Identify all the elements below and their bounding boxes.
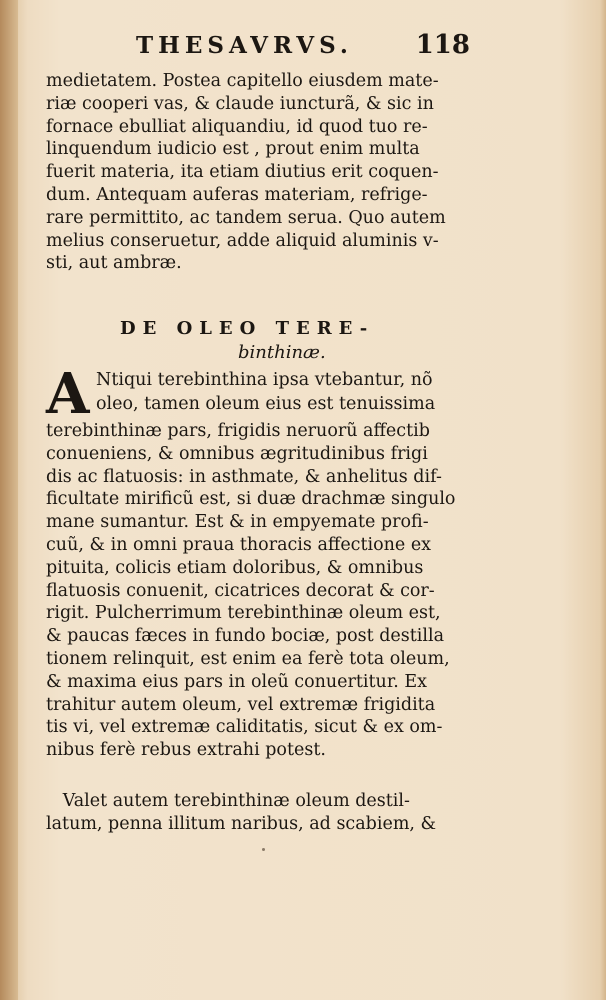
paragraph-1 bbox=[46, 70, 466, 275]
binding-gutter bbox=[0, 0, 18, 1000]
page-header bbox=[120, 32, 470, 66]
text-line: Valet autem terebinthinæ oleum destil- bbox=[46, 791, 410, 811]
text-line: trahitur autem oleum, vel extremæ frigidita bbox=[46, 694, 436, 715]
paragraph-2 bbox=[46, 420, 466, 762]
text-line: tionem relinquit, est enim ea ferè tota oleum, bbox=[46, 648, 450, 669]
text-line: & maxima eius pars in oleũ conuertitur. Ex bbox=[46, 671, 428, 692]
text-line: fuerit materia, ita etiam diutius erit coquen- bbox=[46, 162, 439, 183]
text-line: linquendum iudicio est , prout enim multa bbox=[46, 139, 420, 160]
text-line: medietatem. Postea capitello eiusdem mate- bbox=[46, 71, 439, 91]
text-line: rigit. Pulcherrimum terebinthinæ oleum est, bbox=[46, 603, 441, 624]
text-line: dis ac flatuosis: in asthmate, & anhelitus dif- bbox=[46, 466, 442, 487]
paper-speck bbox=[262, 848, 265, 851]
text-line: tis vi, vel extremæ caliditatis, sicut & ex om- bbox=[46, 717, 443, 738]
text-line: nibus ferè rebus extrahi potest. bbox=[46, 740, 326, 761]
text-line: riæ cooperi vas, & claude iuncturã, & sic in bbox=[46, 93, 434, 114]
section-heading: DE OLEO TERE- bbox=[120, 318, 375, 339]
text-line: flatuosis conuenit, cicatrices decorat & cor- bbox=[46, 580, 435, 601]
section-heading-continued: binthinæ. bbox=[238, 342, 326, 363]
text-line: pituita, colicis etiam doloribus, & omnibus bbox=[46, 557, 424, 578]
text-line: rare permittito, ac tandem serua. Quo autem bbox=[46, 207, 446, 228]
page-number: 118 bbox=[415, 30, 470, 60]
text-line: latum, penna illitum naribus, ad scabiem, & bbox=[46, 813, 437, 834]
text-line: sti, aut ambræ. bbox=[46, 253, 182, 274]
text-line: cuũ, & in omni praua thoracis affectione ex bbox=[46, 534, 432, 555]
text-line: oleo, tamen oleum eius est tenuissima bbox=[96, 394, 436, 414]
text-line: melius conseruetur, adde aliquid aluminis v- bbox=[46, 230, 439, 251]
text-line: & paucas fæces in fundo bociæ, post destilla bbox=[46, 626, 445, 647]
text-line: mane sumantur. Est & in empyemate profi- bbox=[46, 512, 429, 533]
text-line: ficultate mirificũ est, si duæ drachmæ singulo bbox=[46, 489, 456, 510]
text-line: terebinthinæ pars, frigidis neruorũ affectib bbox=[46, 421, 430, 441]
text-line: fornace ebulliat aliquandiu, id quod tuo re- bbox=[46, 116, 428, 137]
drop-cap: A bbox=[46, 361, 90, 427]
running-title: THESAVRVS. bbox=[136, 32, 353, 59]
text-line: dum. Antequam auferas materiam, refrige- bbox=[46, 184, 428, 205]
text-line: conueniens, & omnibus ægritudinibus frigi bbox=[46, 443, 428, 464]
text-line: Ntiqui terebinthina ipsa vtebantur, nõ bbox=[96, 370, 433, 390]
paragraph-3 bbox=[46, 790, 466, 836]
